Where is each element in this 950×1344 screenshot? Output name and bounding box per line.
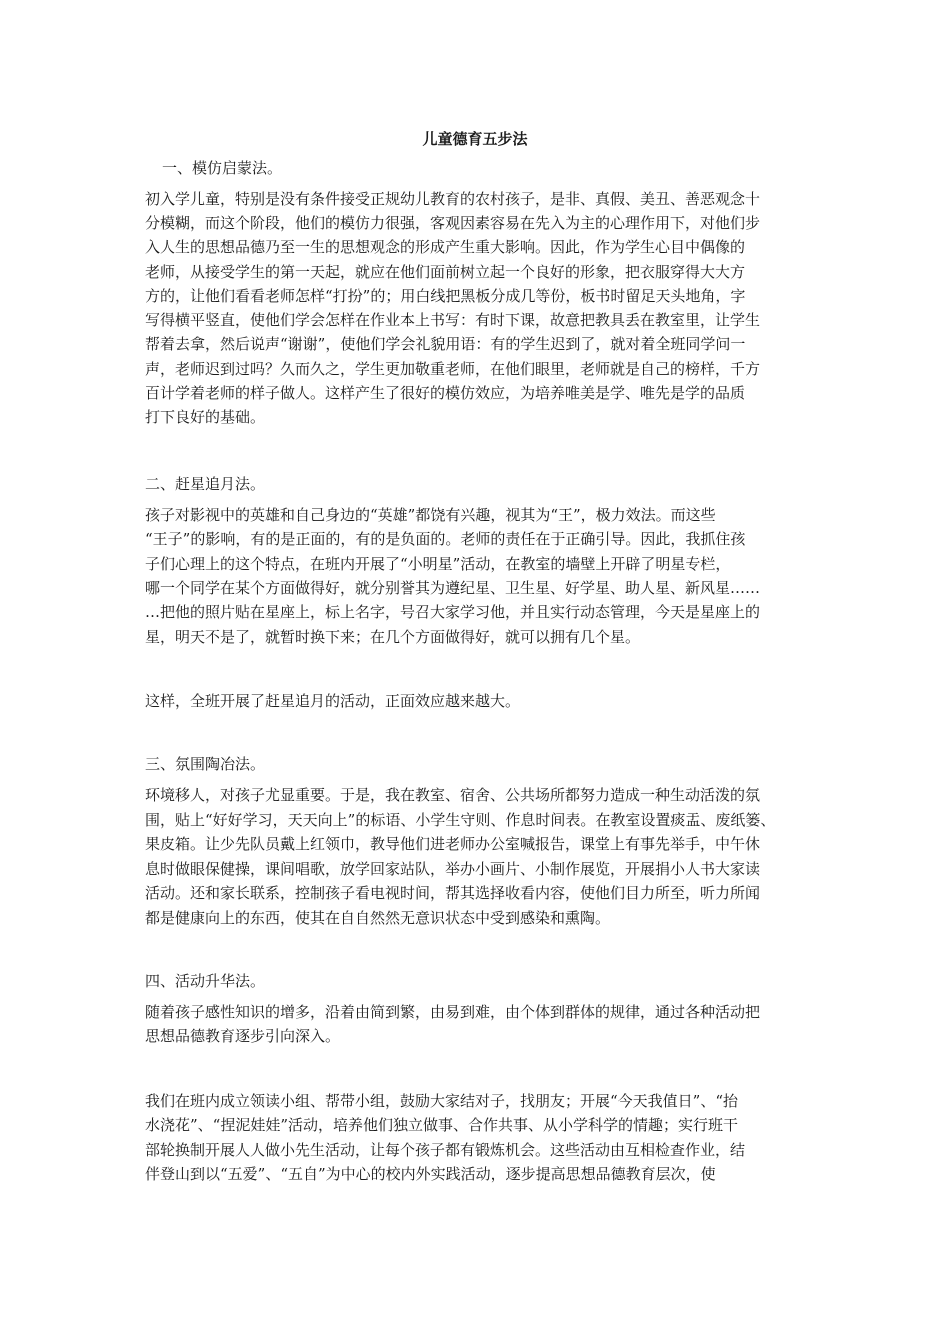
paragraph-line: “王子”的影响，有的是正面的，有的是负面的。老师的责任在于正确引导。因此，我抓住孩 — [145, 530, 746, 548]
section-heading: 二、赶星追月法。 — [145, 475, 266, 493]
document-title: 儿童德育五步法 — [422, 130, 528, 148]
paragraph-line: 方的，让他们看看老师怎样“打扮”的；用白线把黑板分成几等份，板书时留足天头地角，字 — [145, 287, 746, 305]
section-heading: 一、模仿启蒙法。 — [162, 159, 283, 177]
section-heading: 四、活动升华法。 — [145, 972, 266, 990]
paragraph-line: …把他的照片贴在星座上，标上名字，号召大家学习他，并且实行动态管理，今天是星座上的 — [145, 603, 761, 621]
paragraph-line: 星，明天不是了，就暂时换下来；在几个方面做得好，就可以拥有几个星。 — [145, 628, 641, 646]
paragraph-line: 写得横平竖直，使他们学会怎样在作业本上书写：有时下课，故意把教具丢在教室里，让学生 — [145, 311, 761, 329]
paragraph-line: 伴登山到以“五爱”、“五自”为中心的校内外实践活动，逐步提高思想品德教育层次，使 — [145, 1165, 716, 1183]
paragraph-line: 随着孩子感性知识的增多，沿着由简到繁，由易到难，由个体到群体的规律，通过各种活动把 — [145, 1003, 761, 1021]
paragraph-line: 子们心理上的这个特点，在班内开展了“小明星”活动，在教室的墙壁上开辟了明星专栏， — [145, 555, 731, 573]
paragraph-line: 都是健康向上的东西，使其在自自然然无意识状态中受到感染和熏陶。 — [145, 909, 611, 927]
paragraph-line: 思想品德教育逐步引向深入。 — [145, 1027, 341, 1045]
paragraph-line: 帮着去拿，然后说声“谢谢”，使他们学会礼貌用语：有的学生迟到了，就对着全班同学问一 — [145, 335, 746, 353]
paragraph-line: 初入学儿童，特别是没有条件接受正规幼儿教育的农村孩子，是非、真假、美丑、善恶观念十 — [145, 190, 761, 208]
paragraph-line: 分模糊，而这个阶段，他们的模仿力很强，客观因素容易在先入为主的心理作用下，对他们步 — [145, 214, 761, 232]
paragraph-line: 水浇花”、“捏泥娃娃”活动，培养他们独立做事、合作共事、从小学科学的情趣；实行班干 — [145, 1116, 739, 1134]
paragraph-line: 息时做眼保健操，课间唱歌，放学回家站队，举办小画片、小制作展览，开展捐小人书大家读 — [145, 860, 761, 878]
section-heading: 三、氛围陶冶法。 — [145, 755, 266, 773]
paragraph-line: 哪一个同学在某个方面做得好，就分别誉其为遵纪星、卫生星、好学星、助人星、新风星…… — [145, 579, 761, 597]
paragraph-line: 我们在班内成立领读小组、帮带小组，鼓励大家结对子，找朋友；开展“今天我值日”、“抬 — [145, 1092, 739, 1110]
paragraph-line: 围，贴上“好好学习，天天向上”的标语、小学生守则、作息时间表。在教室设置痰盂、废纸篓、 — [145, 811, 776, 829]
paragraph-line: 入人生的思想品德乃至一生的思想观念的形成产生重大影响。因此，作为学生心目中偶像的 — [145, 238, 746, 256]
paragraph-line: 打下良好的基础。 — [145, 408, 266, 426]
paragraph-line: 声，老师迟到过吗？久而久之，学生更加敬重老师，在他们眼里，老师就是自己的榜样，千方 — [145, 360, 761, 378]
paragraph-line: 孩子对影视中的英雄和自己身边的“英雄”都饶有兴趣，视其为“王”，极力效法。而这些 — [145, 506, 716, 524]
paragraph-line: 部轮换制开展人人做小先生活动，让每个孩子都有锻炼机会。这些活动由互相检查作业，结 — [145, 1141, 746, 1159]
paragraph-line: 老师，从接受学生的第一天起，就应在他们面前树立起一个良好的形象，把衣服穿得大大方 — [145, 263, 746, 281]
paragraph-line: 百计学着老师的样子做人。这样产生了很好的模仿效应，为培养唯美是学、唯先是学的品质 — [145, 384, 746, 402]
paragraph-line: 环境移人，对孩子尤显重要。于是，我在教室、宿舍、公共场所都努力造成一种生动活泼的氛 — [145, 786, 761, 804]
paragraph-line: 活动。还和家长联系，控制孩子看电视时间，帮其选择收看内容，使他们目力所至，听力所闻 — [145, 884, 761, 902]
paragraph-line: 这样，全班开展了赶星追月的活动，正面效应越来越大。 — [145, 692, 521, 710]
paragraph-line: 果皮箱。让少先队员戴上红领巾，教导他们进老师办公室喊报告，课堂上有事先举手，中午休 — [145, 835, 761, 853]
